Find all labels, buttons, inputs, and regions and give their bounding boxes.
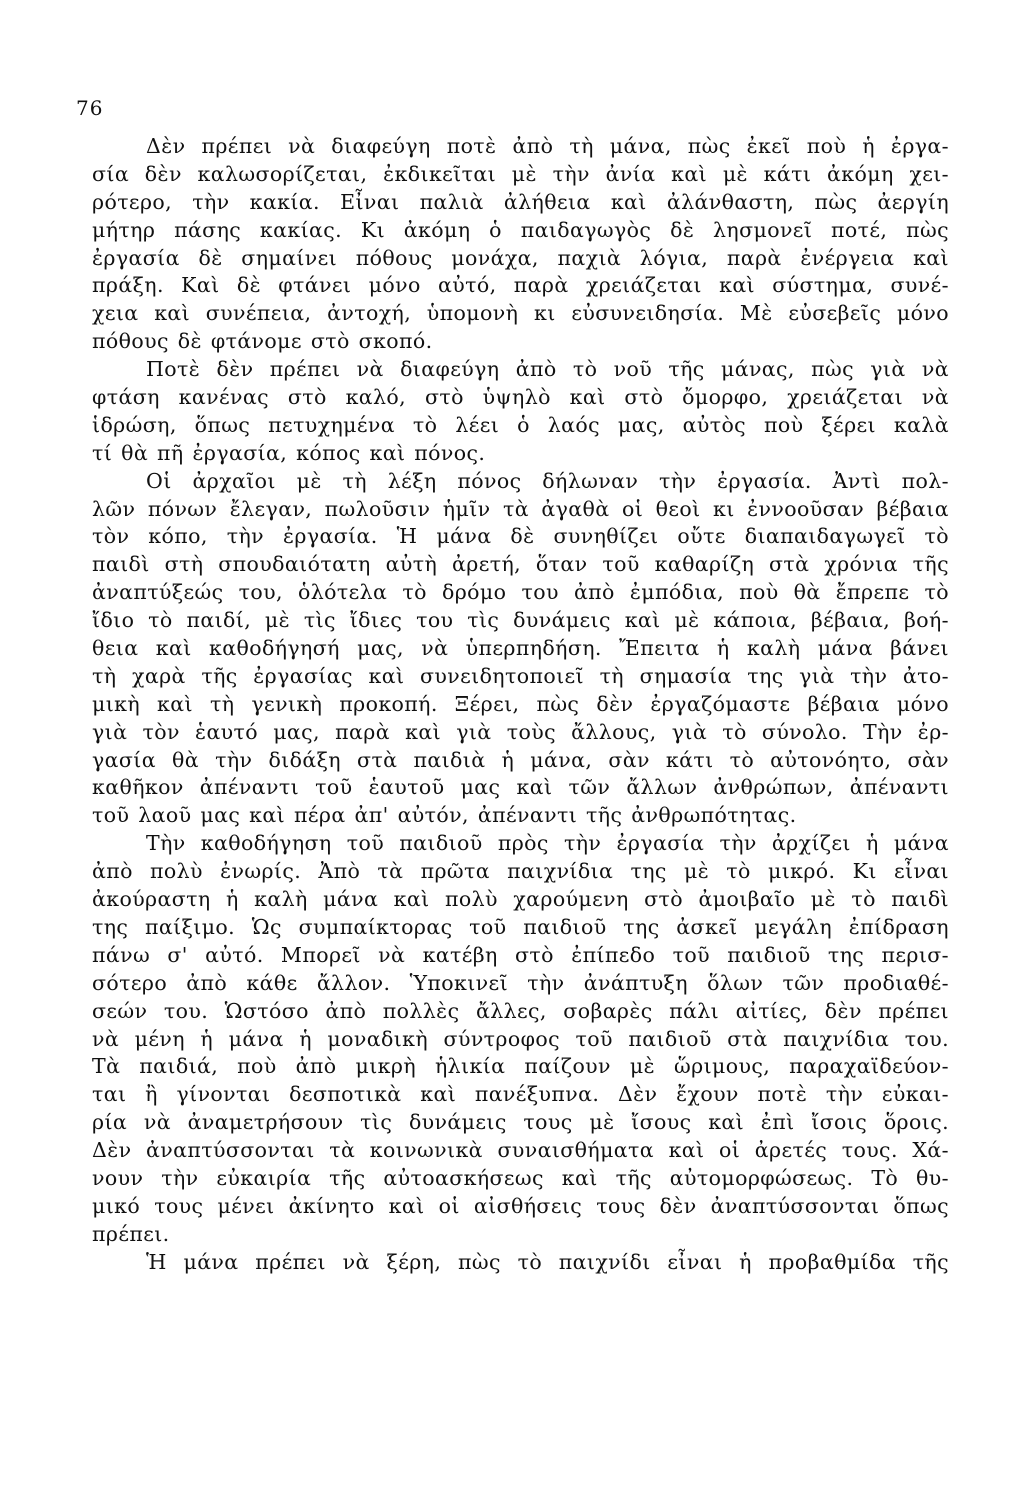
text-line: σία δὲν καλωσορίζεται, ἐκδικεῖται μὲ τὴν ἀνία καὶ μὲ κάτι ἀκόμη χει- [92,161,949,186]
text-line: πράξη. Καὶ δὲ φτάνει μόνο αὐτό, παρὰ χρειάζεται καὶ σύστημα, συνέ- [92,273,949,298]
text-line: πόθους δὲ φτάνομε στὸ σκοπό. [92,329,433,354]
text-line: ἱδρώση, ὅπως πετυχημένα τὸ λέει ὁ λαός μας, αὐτὸς ποὺ ξέρει καλὰ [92,412,949,437]
text-line: σεών του. Ὡστόσο ἀπὸ πολλὲς ἄλλες, σοβαρὲς πάλι αἰτίες, δὲν πρέπει [92,998,949,1023]
text-line: ρότερο, τὴν κακία. Εἶναι παλιὰ ἀλήθεια καὶ ἀλάνθαστη, πὼς ἀεργίη [92,189,949,214]
text-line: τὸν κόπο, τὴν ἐργασία. Ἡ μάνα δὲ συνηθίζει οὔτε διαπαιδαγωγεῖ τὸ [92,524,949,549]
text-line: ἀπὸ πολὺ ἐνωρίς. Ἀπὸ τὰ πρῶτα παιχνίδια της μὲ τὸ μικρό. Κι εἶναι [92,859,949,884]
text-line: νουν τὴν εὐκαιρία τῆς αὐτοασκήσεως καὶ τῆς αὐτομορφώσεως. Τὸ θυ- [92,1165,949,1190]
text-line: τί θὰ πῆ ἐργασία, κόπος καὶ πόνος. [92,440,486,465]
text-line: Τὰ παιδιά, ποὺ ἀπὸ μικρὴ ἡλικία παίζουν μὲ ὥριμους, παραχαϊδεύον- [92,1054,949,1079]
text-line: τοῦ λαοῦ μας καὶ πέρα ἀπ' αὐτόν, ἀπέναντι τῆς ἀνθρωπότητας. [92,803,797,828]
text-line: φτάση κανένας στὸ καλό, στὸ ὑψηλὸ καὶ στὸ ὄμορφο, χρειάζεται νὰ [92,385,949,410]
text-line: της παίξιμο. Ὡς συμπαίκτορας τοῦ παιδιοῦ της ἀσκεῖ μεγάλη ἐπίδραση [92,914,949,939]
page-number: 76 [76,96,104,120]
text-line: γιὰ τὸν ἑαυτό μας, παρὰ καὶ γιὰ τοὺς ἄλλους, γιὰ τὸ σύνολο. Τὴν ἐρ- [92,719,949,744]
text-line: Τὴν καθοδήγηση τοῦ παιδιοῦ πρὸς τὴν ἐργασία τὴν ἀρχίζει ἡ μάνα [146,831,949,856]
text-line: μικό τους μένει ἀκίνητο καὶ οἱ αἰσθήσεις τους δὲν ἀναπτύσσονται ὅπως [92,1193,949,1218]
text-line: Οἱ ἀρχαῖοι μὲ τὴ λέξη πόνος δήλωναν τὴν ἐργασία. Ἀντὶ πολ- [146,468,949,493]
text-line: Δὲν πρέπει νὰ διαφεύγη ποτὲ ἀπὸ τὴ μάνα, πὼς ἐκεῖ ποὺ ἡ ἐργα- [146,134,949,158]
text-line: ἀναπτύξεώς του, ὁλότελα τὸ δρόμο του ἀπὸ ἐμπόδια, ποὺ θὰ ἔπρεπε τὸ [92,580,949,605]
text-line: σότερο ἀπὸ κάθε ἄλλον. Ὑποκινεῖ τὴν ἀνάπτυξη ὅλων τῶν προδιαθέ- [92,970,949,995]
text-line: γασία θὰ τὴν διδάξη στὰ παιδιὰ ἡ μάνα, σὰν κάτι τὸ αὐτονόητο, σὰν [92,747,949,772]
text-line: νὰ μένη ἡ μάνα ἡ μοναδικὴ σύντροφος τοῦ παιδιοῦ στὰ παιχνίδια του. [92,1026,949,1051]
text-line: μικὴ καὶ τὴ γενικὴ προκοπή. Ξέρει, πὼς δὲν ἐργαζόμαστε βέβαια μόνο [92,691,949,716]
text-line: παιδὶ στὴ σπουδαιότατη αὐτὴ ἀρετή, ὅταν τοῦ καθαρίζη στὰ χρόνια τῆς [92,552,949,577]
text-line: ἀκούραστη ἡ καλὴ μάνα καὶ πολὺ χαρούμενη στὸ ἀμοιβαῖο μὲ τὸ παιδὶ [92,887,949,912]
text-line: ἐργασία δὲ σημαίνει πόθους μονάχα, παχιὰ λόγια, παρὰ ἐνέργεια καὶ [92,245,949,270]
text-line: καθῆκον ἀπέναντι τοῦ ἑαυτοῦ μας καὶ τῶν ἄλλων ἀνθρώπων, ἀπέναντι [92,775,949,800]
text-line: Δὲν ἀναπτύσσονται τὰ κοινωνικὰ συναισθήματα καὶ οἱ ἀρετές τους. Χά- [92,1138,949,1163]
text-line: ρία νὰ ἀναμετρήσουν τὶς δυνάμεις τους μὲ ἴσους καὶ ἐπὶ ἴσοις ὅροις. [92,1110,949,1135]
text-line: Ποτὲ δὲν πρέπει νὰ διαφεύγη ἀπὸ τὸ νοῦ τῆς μάνας, πὼς γιὰ νὰ [146,357,949,382]
text-line: τὴ χαρὰ τῆς ἐργασίας καὶ συνειδητοποιεῖ τὴ σημασία της γιὰ τὴν ἀτο- [92,663,949,688]
text-line: πάνω σ' αὐτό. Μπορεῖ νὰ κατέβη στὸ ἐπίπεδο τοῦ παιδιοῦ της περισ- [92,942,949,967]
text-line: ἴδιο τὸ παιδί, μὲ τὶς ἴδιες του τὶς δυνάμεις καὶ μὲ κάποια, βέβαια, βοή- [92,608,949,633]
body-text [92,133,949,1277]
text-line: λῶν πόνων ἔλεγαν, πωλοῦσιν ἡμῖν τὰ ἀγαθὰ οἱ θεοὶ κι ἐννοοῦσαν βέβαια [92,496,949,521]
text-line: ται ἢ γίνονται δεσποτικὰ καὶ πανέξυπνα. Δὲν ἔχουν ποτὲ τὴν εὐκαι- [92,1082,949,1107]
text-line: πρέπει. [92,1221,170,1246]
text-line: Ἡ μάνα πρέπει νὰ ξέρη, πὼς τὸ παιχνίδι εἶναι ἡ προβαθμίδα τῆς [146,1249,949,1274]
text-line: θεια καὶ καθοδήγησή μας, νὰ ὑπερπηδήση. Ἔπειτα ἡ καλὴ μάνα βάνει [92,636,949,661]
text-line: μήτηρ πάσης κακίας. Κι ἀκόμη ὁ παιδαγωγὸς δὲ λησμονεῖ ποτέ, πὼς [92,217,949,242]
text-line: χεια καὶ συνέπεια, ἀντοχή, ὑπομονὴ κι εὐσυνειδησία. Μὲ εὐσεβεῖς μόνο [92,301,949,326]
